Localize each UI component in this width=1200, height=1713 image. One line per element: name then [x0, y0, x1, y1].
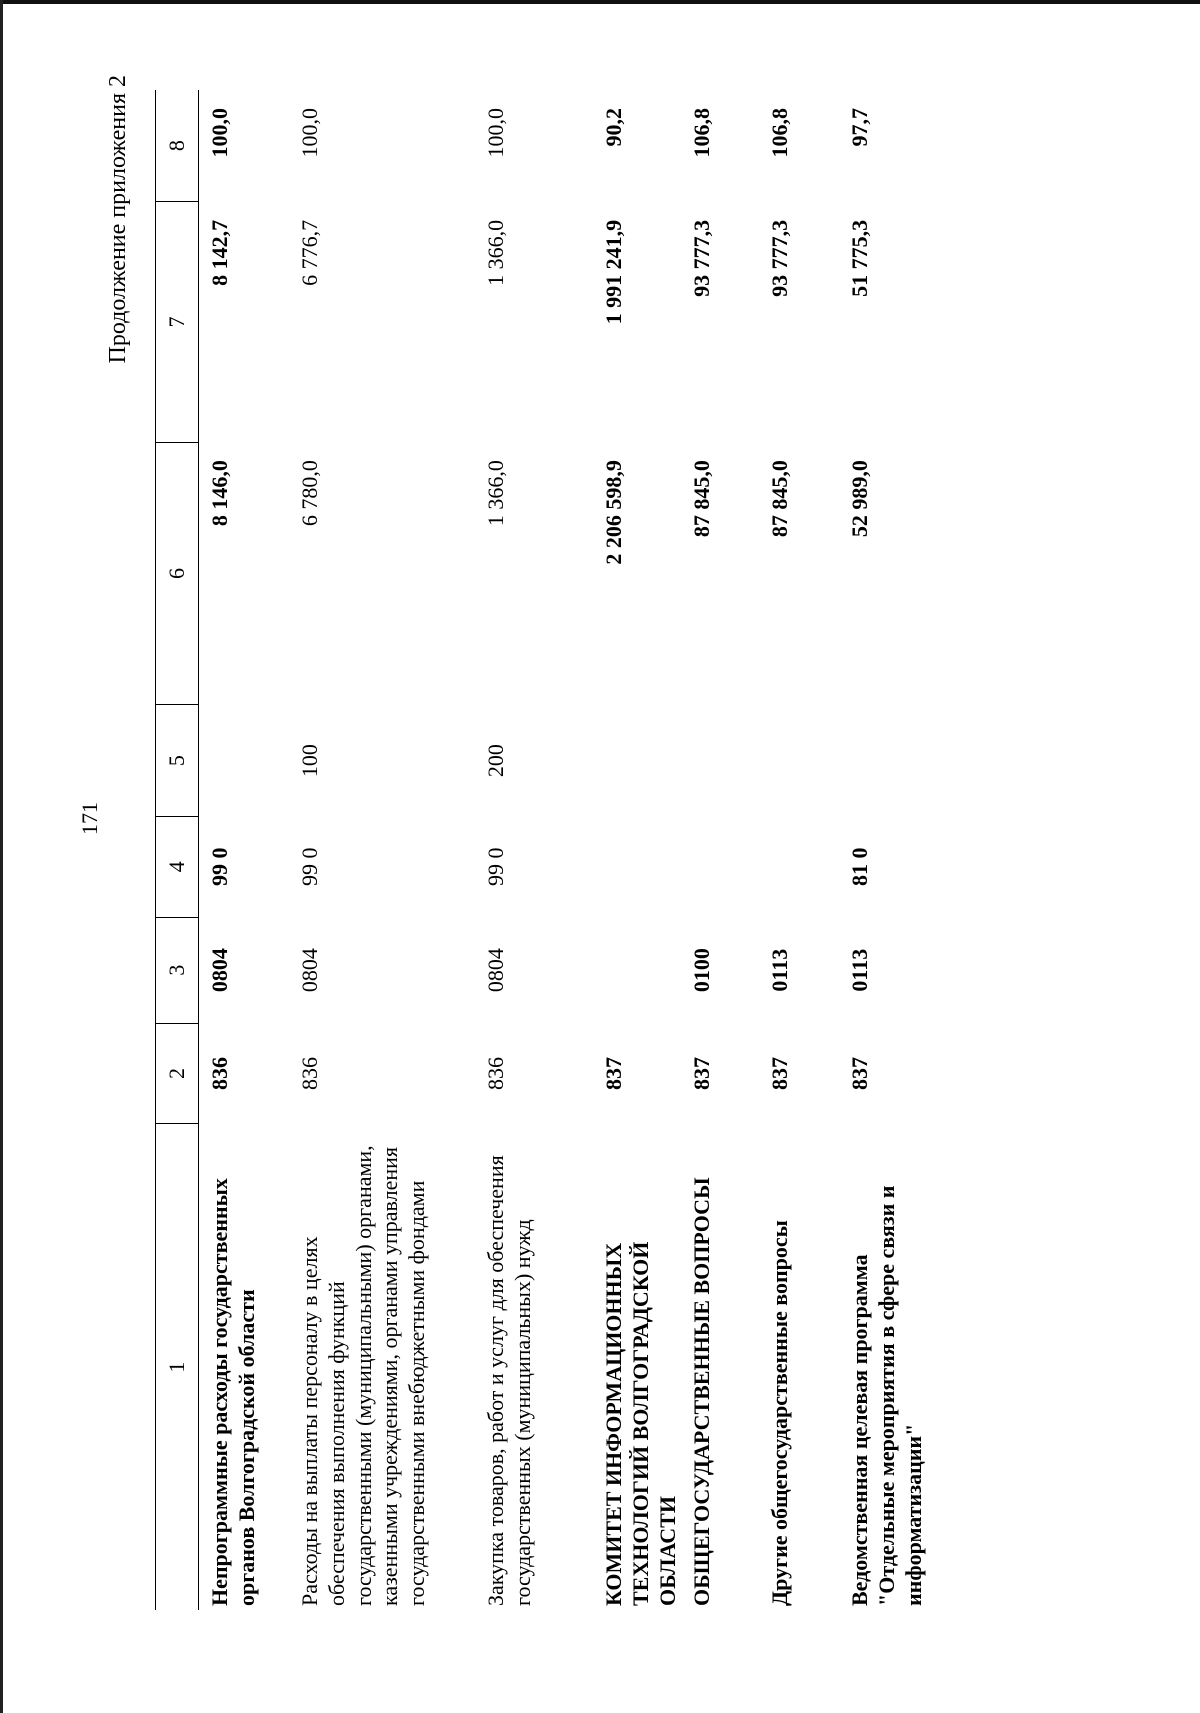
cell-col-3: 0100: [689, 948, 715, 993]
cell-col-4: 99 0: [483, 847, 508, 887]
table-row: [759, 90, 839, 1610]
cell-col-6: 52 989,0: [847, 460, 873, 538]
cell-col-4: [681, 817, 759, 918]
cell-col-2: 837: [847, 1057, 873, 1091]
header-col-5: 5: [156, 705, 199, 817]
cell-col-4: 99 0: [207, 847, 232, 887]
cell-col-5: [759, 705, 839, 817]
cell-col-6: 87 845,0: [767, 460, 793, 538]
cell-col-5: 200: [483, 744, 508, 778]
cell-col-3: 0113: [847, 948, 873, 992]
header-col-6: 6: [156, 442, 199, 705]
header-col-2: 2: [156, 1023, 199, 1124]
row-name: Ведомственная целевая программа "Отдельные мероприятия в сфере связи и информатизации": [847, 1185, 927, 1606]
cell-col-7: 8 142,7: [207, 219, 232, 286]
header-col-7: 7: [156, 202, 199, 442]
cell-col-3: [593, 917, 681, 1023]
page-number: 171: [77, 802, 102, 835]
cell-col-6: 8 146,0: [207, 460, 232, 527]
table-row: [199, 90, 290, 1610]
cell-col-8: 97,7: [847, 108, 873, 147]
cell-col-5: [839, 705, 957, 817]
cell-col-5: [681, 705, 759, 817]
cell-col-4: [759, 817, 839, 918]
header-col-8: 8: [156, 90, 199, 202]
table-header-row: [156, 90, 199, 1610]
cell-col-7: 51 775,3: [847, 219, 873, 297]
cell-col-8: 100,0: [207, 108, 232, 158]
cell-col-8: 90,2: [601, 108, 626, 147]
cell-col-8: 106,8: [689, 108, 715, 158]
cell-col-3: 0804: [297, 948, 322, 993]
scan-left-edge: [0, 0, 3, 1713]
scan-top-edge: [0, 0, 1200, 4]
row-name: Непрограммные расходы государственных органов Волгоградской области: [207, 1178, 259, 1606]
row-name: КОМИТЕТ ИНФОРМАЦИОННЫХ ТЕХНОЛОГИЙ ВОЛГОГРАДСКОЙ ОБЛАСТИ: [601, 1241, 680, 1606]
cell-col-7: 6 776,7: [297, 219, 322, 286]
cell-col-5: [199, 705, 290, 817]
row-name: Другие общегосударственные вопросы: [767, 1220, 793, 1606]
header-col-4: 4: [156, 817, 199, 918]
cell-col-2: 837: [601, 1057, 626, 1091]
row-name: ОБЩЕГОСУДАРСТВЕННЫЕ ВОПРОСЫ: [689, 1177, 715, 1606]
cell-col-6: 6 780,0: [297, 460, 322, 527]
cell-col-8: 106,8: [767, 108, 793, 158]
row-name: Закупка товаров, работ и услуг для обеспечения государственных (муниципальных) нужд: [483, 1155, 535, 1606]
cell-col-2: 837: [767, 1057, 793, 1091]
table-row: [681, 90, 759, 1610]
document-page: [55, 50, 1165, 1650]
cell-col-7: 1 991 241,9: [601, 219, 626, 325]
table-row: [839, 90, 957, 1610]
table-row: [475, 90, 593, 1610]
cell-col-4: [593, 817, 681, 918]
cell-col-4: 99 0: [297, 847, 322, 887]
cell-col-5: [593, 705, 681, 817]
header-col-1: 1: [156, 1124, 199, 1610]
row-name: Расходы на выплаты персоналу в целях обеспечения выполнения функций государственными (муниципальными) органами, казенными учреждениями, органами управления государственными внебюджетными фондами: [297, 1145, 430, 1606]
table-row: [289, 90, 475, 1610]
cell-col-7: 93 777,3: [689, 219, 715, 297]
cell-col-2: 837: [689, 1057, 715, 1091]
cell-col-6: 2 206 598,9: [601, 460, 626, 565]
cell-col-2: 836: [297, 1057, 322, 1091]
cell-col-3: 0804: [483, 948, 508, 993]
cell-col-3: 0804: [207, 948, 232, 993]
table-row: [593, 90, 681, 1610]
cell-col-5: 100: [297, 744, 322, 778]
cell-col-2: 836: [207, 1057, 232, 1091]
cell-col-8: 100,0: [297, 108, 322, 158]
continuation-note: Продолжение приложения 2: [105, 75, 131, 364]
cell-col-8: 100,0: [483, 108, 508, 158]
cell-col-2: 836: [483, 1057, 508, 1091]
cell-col-6: 1 366,0: [483, 460, 508, 527]
cell-col-7: 93 777,3: [767, 219, 793, 297]
header-col-3: 3: [156, 917, 199, 1023]
cell-col-3: 0113: [767, 948, 793, 992]
cell-col-7: 1 366,0: [483, 219, 508, 286]
cell-col-6: 87 845,0: [689, 460, 715, 538]
budget-table: [155, 90, 957, 1610]
cell-col-4: 81 0: [847, 847, 873, 887]
